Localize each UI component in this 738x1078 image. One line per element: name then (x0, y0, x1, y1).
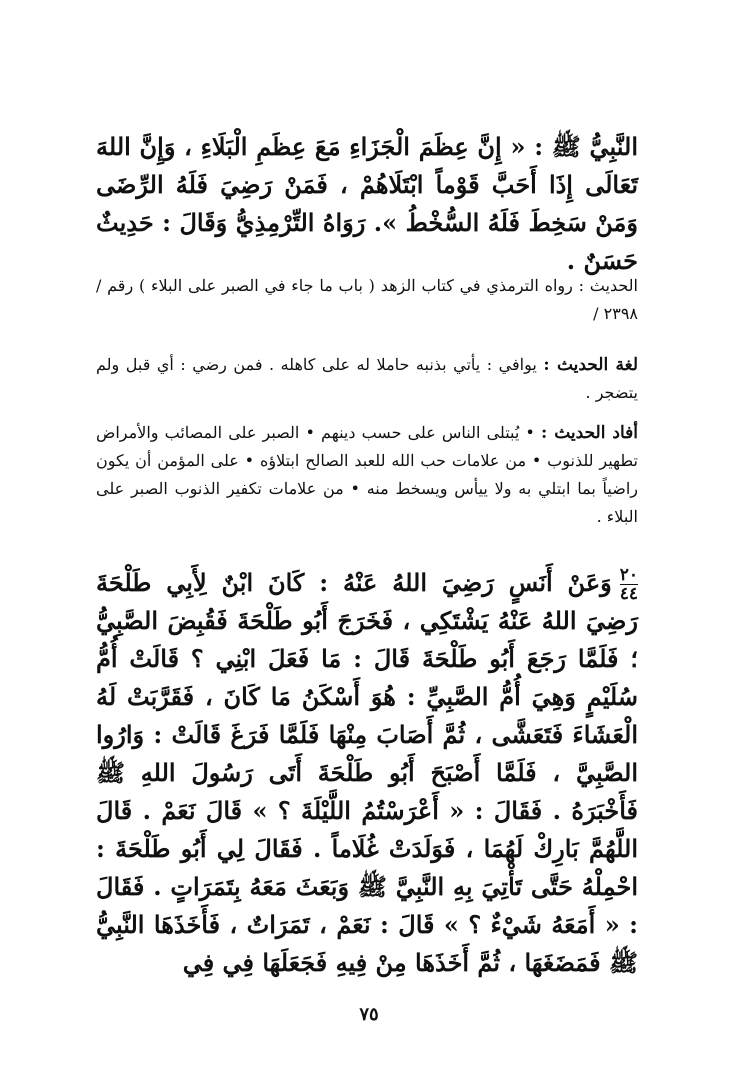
lughat-label: لغة الحديث : (543, 355, 639, 375)
lughat-text: يوافي : يأتي بذنبه حاملا له على كاهله . فمن رضي : أي قبل ولم يتضجر . (96, 355, 638, 402)
lughat-section (96, 351, 638, 407)
page-number: ٧٥ (359, 1004, 379, 1025)
fiqh-text: • يُبتلى الناس على حسب دينهم • الصبر على المصائب والأمراض تطهير للذنوب • من علامات حب الله للعبد الصالح ابتلاؤه • على المؤمن أن يكون راضياً بما ابتلي به ولا ييأس ويسخط منه • من علامات تكفير الذنوب الصبر على البلاء . (96, 423, 638, 526)
hadith-19-text: النَّبِيُّ ﷺ : « إِنَّ عِظَمَ الْجَزَاءِ مَعَ عِظَمِ الْبَلَاءِ ، وَإِنَّ اللهَ تَعَالَى إِذَا أَحَبَّ قَوْماً ابْتَلَاهُمْ ، فَمَنْ رَضِيَ فَلَهُ الرِّضَى وَمَنْ سَخِطَ فَلَهُ السُّخْطُ ». رَوَاهُ التِّرْمِذِيُّ وَقَالَ : حَدِيثٌ حَسَنٌ . (96, 132, 638, 275)
hadith-number-value: ٢٠ (619, 565, 638, 585)
hadith-20-section (96, 564, 638, 982)
hadith-20-text: وَعَنْ أَنَسٍ رَضِيَ اللهُ عَنْهُ : كَانَ ابْنٌ لِأَبِي طَلْحَةَ رَضِيَ اللهُ عَنْهُ يَشْتَكِي ، فَخَرَجَ أَبُو طَلْحَةَ فَقُبِضَ الصَّبِيُّ ؛ فَلَمَّا رَجَعَ أَبُو طَلْحَةَ قَالَ : مَا فَعَلَ ابْنِي ؟ قَالَتْ أُمُّ سُلَيْمٍ وَهِيَ أُمُّ الصَّبِيِّ : هُوَ أَسْكَنُ مَا كَانَ ، فَقَرَّبَتْ لَهُ الْعَشَاءَ فَتَعَشَّى ، ثُمَّ أَصَابَ مِنْهَا فَلَمَّا فَرَغَ قَالَتْ : وَارُوا الصَّبِيَّ ، فَلَمَّا أَصْبَحَ أَبُو طَلْحَةَ أَتَى رَسُولَ اللهِ ﷺ فَأَخْبَرَهُ . فَقَالَ : « أَعْرَسْتُمُ اللَّيْلَةَ ؟ » قَالَ نَعَمْ . قَالَ اللَّهُمَّ بَارِكْ لَهُمَا ، فَوَلَدَتْ غُلَاماً . فَقَالَ لِي أَبُو طَلْحَةَ : احْمِلْهُ حَتَّى تَأْتِيَ بِهِ النَّبِيَّ ﷺ وَبَعَثَ مَعَهُ بِتَمَرَاتٍ . فَقَالَ : « أَمَعَهُ شَيْءٌ ؟ » قَالَ : نَعَمْ ، تَمَرَاتٌ ، فَأَخَذَهَا النَّبِيُّ ﷺ فَمَضَغَهَا ، ثُمَّ أَخَذَهَا مِنْ فِيهِ فَجَعَلَهَا فِي فِي (96, 568, 638, 977)
hadith-number (620, 567, 638, 602)
hadith-number-total: ٤٤ (619, 584, 638, 604)
fiqh-section (96, 419, 638, 531)
takhrij-note: الحديث : رواه الترمذي في كتاب الزهد ( باب ما جاء في الصبر على البلاء ) رقم / ٢٣٩٨ / (96, 276, 638, 323)
fiqh-label: أفاد الحديث : (541, 423, 639, 443)
